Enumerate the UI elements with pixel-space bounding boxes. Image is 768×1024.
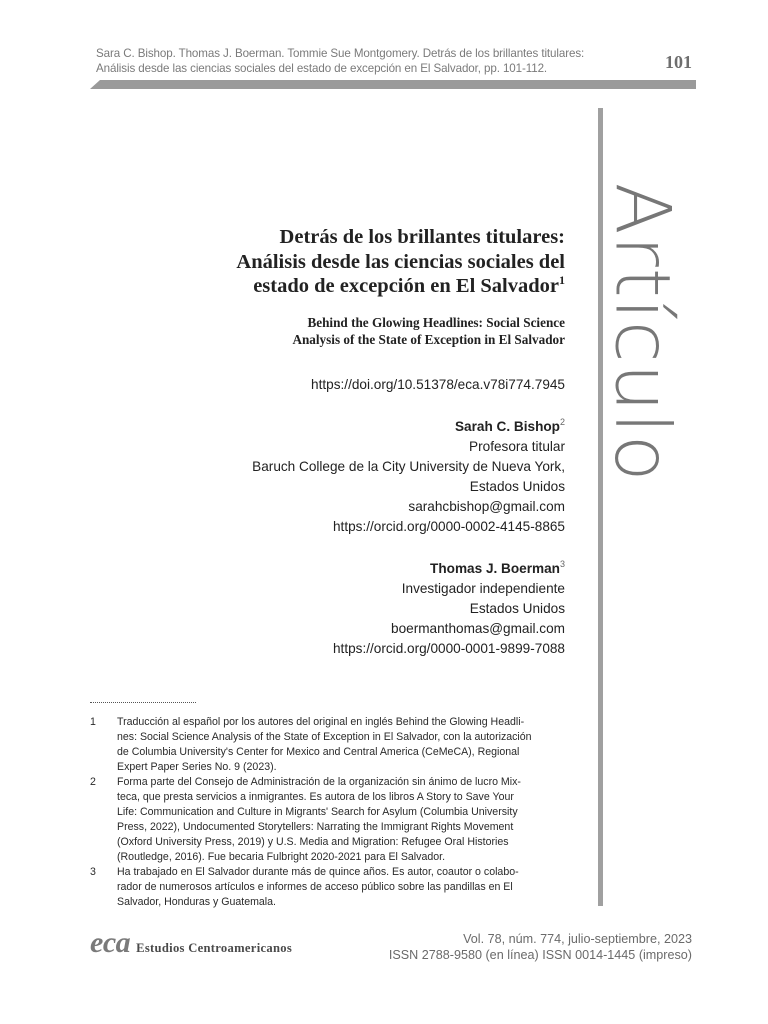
author-country: Estados Unidos (469, 601, 565, 617)
footnote-line: Life: Communication and Culture in Migrants' Search for Asylum (Columbia University (117, 806, 518, 818)
author-name-text: Sarah C. Bishop (454, 419, 560, 434)
doi-link[interactable]: https://doi.org/10.51378/eca.v78i774.7945 (311, 377, 565, 392)
citation-line: Análisis desde las ciencias sociales del estado de excepción en El Salvador, pp. 101-112. (96, 62, 548, 75)
footnote-ref[interactable]: 2 (559, 417, 565, 427)
title-line: Behind the Glowing Headlines: Social Science (307, 315, 565, 330)
footnote-line: nes: Social Science Analysis of the State of Exception in El Salvador, con la autorización (117, 731, 532, 743)
journal-name: Estudios Centroamericanos (136, 941, 293, 955)
author-name (145, 559, 565, 579)
author-email[interactable]: boermanthomas@gmail.com (391, 621, 565, 637)
footnotes (90, 715, 567, 910)
article-title-english (105, 314, 565, 348)
footnote (90, 715, 567, 775)
section-label (598, 182, 688, 482)
issn-info: ISSN 2788-9580 (en línea) ISSN 0014-1445 (impreso) (388, 947, 692, 962)
author-name-text: Thomas J. Boerman (430, 561, 560, 576)
author-affiliation: Baruch College de la City University de Nueva York, (252, 459, 565, 475)
journal-logo (90, 926, 292, 960)
author-country: Estados Unidos (469, 479, 565, 495)
footnote-line: rador de numerosos artículos e informes de acceso público sobre las pandillas en El (117, 881, 513, 893)
title-line: Análisis desde las ciencias sociales del (236, 250, 565, 273)
author-role: Investigador independiente (401, 581, 565, 597)
footnote-number: 2 (90, 776, 96, 788)
footnote-text (117, 715, 567, 775)
footnote-line: Salvador, Honduras y Guatemala. (117, 896, 276, 908)
section-label-text: Artículo (598, 182, 688, 482)
footnote-line: Traducción al español por los autores del original en inglés Behind the Glowing Headli- (117, 716, 525, 728)
eca-logo-mark: eca (90, 926, 131, 959)
footnote-line: (Routledge, 2016). Fue becaria Fulbright 2020-2021 para El Salvador. (117, 851, 446, 863)
author-email[interactable]: sarahcbishop@gmail.com (408, 499, 565, 515)
running-header-citation (96, 46, 626, 76)
footnote-line: (Oxford University Press, 2019) y U.S. Media and Migration: Refugee Oral Histories (117, 836, 509, 848)
article-title-spanish (105, 225, 565, 299)
title-line (105, 274, 565, 299)
title-line-text: estado de excepción en El Salvador (253, 275, 559, 297)
footnote (90, 865, 567, 910)
author-block (145, 559, 565, 659)
author-block (145, 417, 565, 538)
author-role: Profesora titular (469, 439, 565, 455)
footnote-line: Expert Paper Series No. 9 (2023). (117, 761, 277, 773)
footnote-line: Press, 2022), Undocumented Storytellers: Narrating the Immigrant Rights Movement (117, 821, 514, 833)
footnote-line: Ha trabajado en El Salvador durante más de quince años. Es autor, coautor o colabo- (117, 866, 519, 878)
author-orcid[interactable]: https://orcid.org/0000-0001-9899-7088 (332, 641, 565, 657)
footnote-number: 1 (90, 716, 96, 728)
volume-info: Vol. 78, núm. 774, julio-septiembre, 2023 (463, 932, 692, 946)
title-line: Analysis of the State of Exception in El Salvador (292, 332, 565, 347)
footnote-text (117, 865, 567, 910)
footnote-ref[interactable]: 1 (559, 273, 565, 287)
issue-info (389, 932, 692, 963)
footnote-line: teca, que presta servicios a inmigrantes. Es autora de los libros A Story to Save Your (117, 791, 514, 803)
author-orcid[interactable]: https://orcid.org/0000-0002-4145-8865 (332, 519, 565, 535)
footnote-line: Forma parte del Consejo de Administración de la organización sin ánimo de lucro Mix- (117, 776, 521, 788)
footnote-line: de Columbia University's Center for Mexico and Central America (CeMeCA), Regional (117, 746, 520, 758)
author-name (145, 417, 565, 437)
header-rule (90, 80, 696, 89)
footnote-text (117, 775, 567, 865)
footnote-number: 3 (90, 866, 96, 878)
footnote-ref[interactable]: 3 (559, 559, 565, 569)
page-number: 101 (665, 52, 692, 72)
footnote-separator (90, 702, 196, 703)
title-line: Detrás de los brillantes titulares: (279, 226, 565, 248)
citation-line: Sara C. Bishop. Thomas J. Boerman. Tommie Sue Montgomery. Detrás de los brillantes titulares: (96, 47, 585, 60)
footnote (90, 775, 567, 865)
